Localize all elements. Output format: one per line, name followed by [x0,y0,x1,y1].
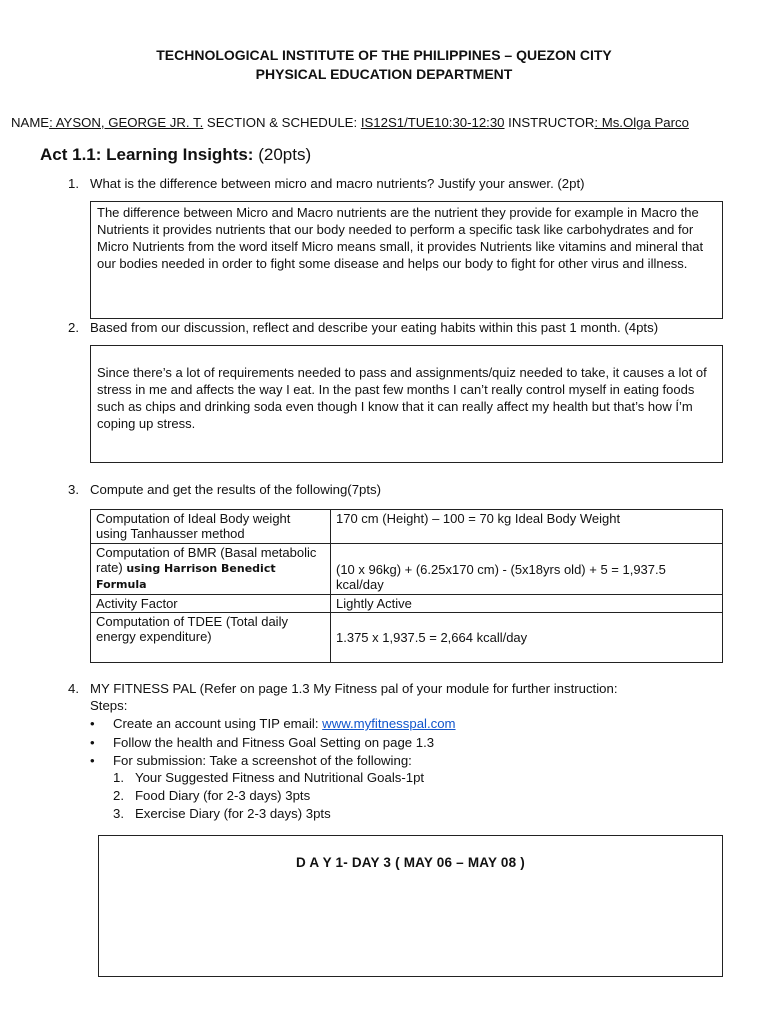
list-item-text: Exercise Diary (for 2-3 days) 3pts [135,806,331,821]
row-label: Activity Factor [96,596,178,611]
table-row [91,510,723,544]
section-value: IS12S1/TUE10:30-12:30 [360,115,505,130]
department-title: PHYSICAL EDUCATION DEPARTMENT [255,66,513,82]
row-label: Computation of Ideal Body weight using Tanhausser method [96,511,291,541]
day-screenshot-box [98,835,723,977]
list-number: 2. [113,788,124,803]
row-label: Computation of BMR (Basal metabolic rate) [96,545,317,575]
steps-label: Steps: [90,698,128,713]
question-number: 4. [68,681,79,696]
question-number: 2. [68,320,79,335]
row-label: Computation of TDEE (Total daily energy expenditure) [96,614,288,644]
institute-title: TECHNOLOGICAL INSTITUTE OF THE PHILIPPINES – QUEZON CITY [156,47,612,63]
table-value-cell: 1.375 x 1,937.5 = 2,664 kcall/day [331,613,723,663]
list-item-text [113,716,456,731]
list-item-text: For submission: Take a screenshot of the following: [113,753,412,768]
computation-table [90,509,723,663]
row-label-extra: using Harrison Benedict Formula [96,562,276,591]
bullet-icon: • [90,735,95,750]
table-value-cell: 170 cm (Height) – 100 = 70 kg Ideal Body Weight [331,510,723,544]
table-label-cell [91,613,331,663]
instructor-value: : Ms.Olga Parco [594,115,689,130]
table-label-cell [91,595,331,613]
question-text: MY FITNESS PAL (Refer on page 1.3 My Fitness pal of your module for further instruction: [90,681,618,696]
activity-points: (20pts) [253,145,312,164]
bullet-icon: • [90,716,95,731]
table-row [91,544,723,595]
question-text: What is the difference between micro and macro nutrients? Justify your answer. (2pt) [90,176,585,191]
question-number: 3. [68,482,79,497]
list-number: 3. [113,806,124,821]
myfitnesspal-link[interactable]: www.myfitnesspal.com [322,716,456,731]
name-label: NAME [11,115,50,130]
question-number: 1. [68,176,79,191]
section-label: SECTION & SCHEDULE: [203,115,361,130]
question-text: Based from our discussion, reflect and describe your eating habits within this past 1 month. (4pts) [90,320,659,335]
table-label-cell [91,510,331,544]
answer-box-2: Since there’s a lot of requirements needed to pass and assignments/quiz needed to take, it causes a lot of stress in me and affects the way I eat. In the past few months I can’t really control myself in eating foods such as chips and drinking soda even though I know that it can really affect my health but that’s how Í’m coping up stress. [90,345,723,463]
activity-heading [40,145,311,165]
table-row [91,613,723,663]
bullet-prefix: Create an account using TIP email: [113,716,323,731]
answer-box-1: The difference between Micro and Macro nutrients are the nutrient they provide for example in Macro the Nutrients it provides nutrients that our body needed to perform a specific task like carbohydrates and for Micro Nutrients from the word itself Micro means small, it provides Nutrients like vitamins and mineral that our bodies needed in order to fight some disease and helps our body to fight for other virus and illness. [90,201,723,319]
table-label-cell [91,544,331,595]
table-value-cell: Lightly Active [331,595,723,613]
student-info-line [11,115,689,130]
list-item-text: Your Suggested Fitness and Nutritional Goals-1pt [135,770,425,785]
day-range-title: D A Y 1- DAY 3 ( MAY 06 – MAY 08 ) [296,855,525,870]
list-item-text: Food Diary (for 2-3 days) 3pts [135,788,311,803]
table-row [91,595,723,613]
bullet-icon: • [90,753,95,768]
question-text: Compute and get the results of the following(7pts) [90,482,382,497]
list-item-text: Follow the health and Fitness Goal Setting on page 1.3 [113,735,435,750]
list-number: 1. [113,770,124,785]
activity-title: Act 1.1: Learning Insights: [40,145,254,164]
instructor-label: INSTRUCTOR [504,115,595,130]
name-value: : AYSON, GEORGE JR. T. [49,115,204,130]
table-value-cell: (10 x 96kg) + (6.25x170 cm) - (5x18yrs old) + 5 = 1,937.5 kcal/day [331,544,723,595]
